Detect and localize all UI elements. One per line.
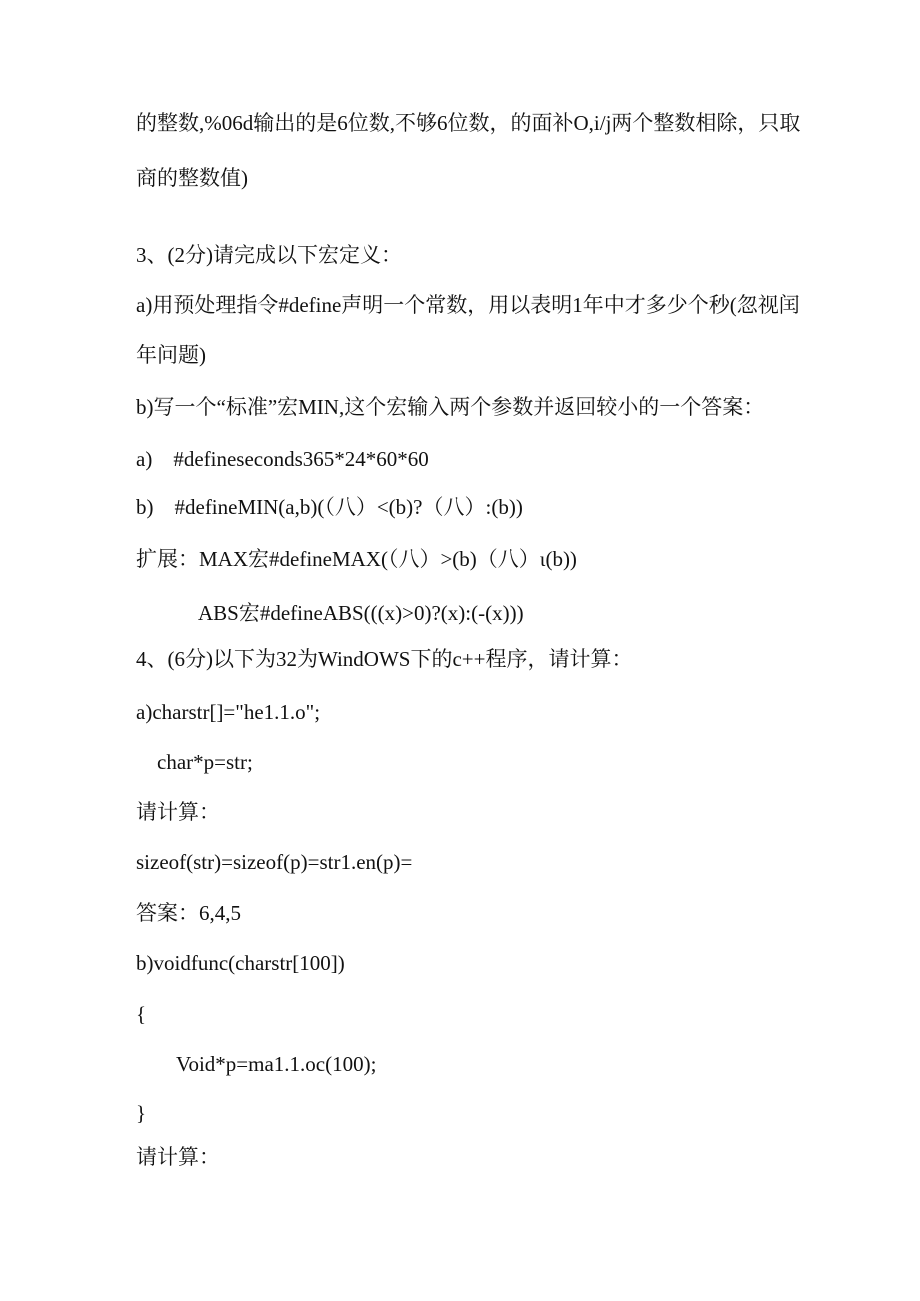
- code-line: ABS宏#defineABS(((x)>0)?(x):(-(x))): [198, 601, 524, 625]
- text-line: 商的整数值): [136, 166, 248, 190]
- code-line: a) #defineseconds365*24*60*60: [136, 447, 429, 471]
- text-line: 请计算：: [136, 800, 220, 824]
- code-line: b)voidfunc(charstr[100]): [136, 951, 345, 975]
- text-line: 年问题): [136, 343, 206, 367]
- answer-line: 答案：6,4,5: [136, 901, 241, 925]
- code-line: sizeof(str)=sizeof(p)=str1.en(p)=: [136, 850, 413, 874]
- code-line: a)charstr[]="he1.1.o";: [136, 700, 321, 724]
- text-line: 请计算：: [136, 1145, 220, 1169]
- text-line: a)用预处理指令#define声明一个常数，用以表明1年中才多少个秒(忽视闰: [136, 293, 800, 317]
- code-line: Void*p=ma1.1.oc(100);: [176, 1052, 377, 1076]
- text-line: b)写一个“标准”宏MIN,这个宏输入两个参数并返回较小的一个答案：: [136, 395, 765, 419]
- code-line: char*p=str;: [157, 750, 253, 774]
- text-line: 的整数,%06d输出的是6位数,不够6位数，的面补O,i/j两个整数相除，只取: [136, 111, 801, 135]
- code-line: b) #defineMIN(a,b)(（八）<(b)?（八）:(b)): [136, 495, 523, 519]
- text-line: 扩展：MAX宏#defineMAX(（八）>(b)（八）ι(b)): [136, 547, 577, 571]
- question-4-heading: 4、(6分)以下为32为WindOWS下的c++程序，请计算：: [136, 647, 633, 671]
- code-line: }: [136, 1101, 147, 1125]
- code-line: {: [136, 1002, 147, 1026]
- question-3-heading: 3、(2分)请完成以下宏定义：: [136, 243, 402, 267]
